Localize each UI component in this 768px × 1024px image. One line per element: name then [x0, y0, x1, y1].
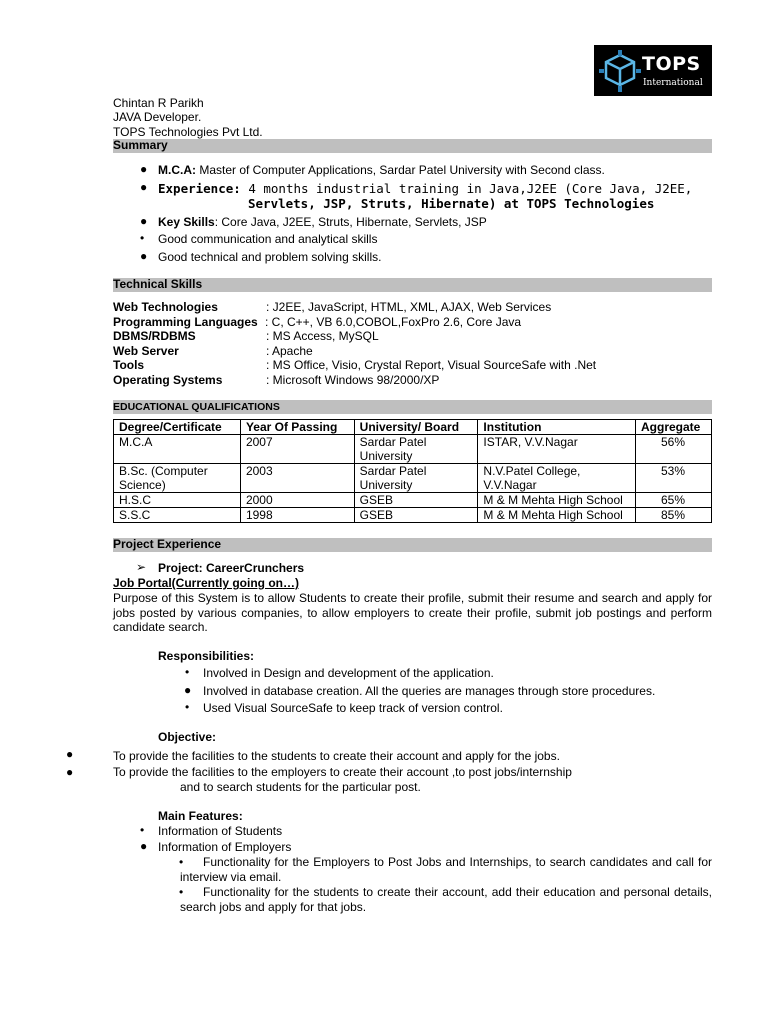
bullet-icon: ●	[140, 162, 148, 176]
tech-label-os: Operating Systems	[113, 373, 223, 387]
cell-year: 2007	[240, 435, 354, 464]
feature-sub-item	[180, 885, 712, 914]
tech-value-prog: : C, C++, VB 6.0,COBOL,FoxPro 2.6, Core Java	[265, 315, 522, 329]
summary-skills	[158, 215, 487, 229]
bullet-icon: ●	[140, 180, 148, 194]
col-header-year: Year Of Passing	[240, 420, 354, 435]
logo-subtext: International	[643, 78, 703, 88]
arrow-bullet-icon: ➢	[136, 560, 147, 574]
summary-experience	[158, 181, 692, 196]
cell-board: GSEB	[354, 493, 478, 508]
skills-text: : Core Java, J2EE, Struts, Hibernate, Servlets, JSP	[214, 215, 487, 229]
bullet-icon: ●	[184, 683, 192, 697]
tech-label-dbms: DBMS/RDBMS	[113, 329, 196, 343]
cell-degree: B.Sc. (Computer Science)	[114, 464, 241, 493]
feature-item: Information of Employers	[158, 840, 292, 854]
tech-heading: Technical Skills	[113, 277, 203, 291]
cell-aggregate: 85%	[636, 508, 712, 523]
project-heading: Project Experience	[113, 537, 222, 551]
responsibilities-heading: Responsibilities:	[158, 649, 255, 663]
tech-value-web: : J2EE, JavaScript, HTML, XML, AJAX, Web Services	[266, 300, 552, 314]
bullet-icon: •	[179, 855, 184, 869]
tech-label-server: Web Server	[113, 344, 179, 358]
bullet-icon: •	[185, 700, 190, 714]
mca-label: M.C.A:	[158, 163, 196, 177]
cell-degree: M.C.A	[114, 435, 241, 464]
table-row	[114, 508, 712, 523]
bullet-icon: ●	[140, 249, 148, 263]
cell-institution: N.V.Patel College, V.V.Nagar	[478, 464, 636, 493]
mca-text: Master of Computer Applications, Sardar Patel University with Second class.	[196, 163, 605, 177]
tech-value-server: : Apache	[266, 344, 313, 358]
tech-label-prog: Programming Languages	[113, 315, 258, 329]
col-header-degree: Degree/Certificate	[114, 420, 241, 435]
col-header-institution: Institution	[478, 420, 636, 435]
exp-label: Experience:	[158, 181, 241, 196]
summary-item-5: Good technical and problem solving skills.	[158, 250, 382, 264]
cell-degree: S.S.C	[114, 508, 241, 523]
bullet-icon: •	[179, 885, 184, 899]
tech-section-bar	[113, 278, 712, 292]
cell-year: 1998	[240, 508, 354, 523]
cell-board: GSEB	[354, 508, 478, 523]
cell-institution: M & M Mehta High School	[478, 508, 636, 523]
summary-section-bar	[113, 139, 712, 153]
objective-item-cont: and to search students for the particular post.	[180, 780, 421, 794]
bullet-icon: ●	[140, 839, 148, 853]
cell-institution: M & M Mehta High School	[478, 493, 636, 508]
feature-sub-text: Functionality for the students to create their account, add their education and personal details, search jobs and apply for that jobs.	[180, 885, 712, 914]
feature-item: Information of Students	[158, 824, 283, 838]
tech-label-tools: Tools	[113, 358, 145, 372]
summary-mca	[158, 163, 605, 177]
education-table	[113, 419, 712, 523]
candidate-name: Chintan R Parikh	[113, 96, 204, 110]
bullet-icon: •	[140, 823, 145, 837]
objective-item: To provide the facilities to the employers to create their account ,to post jobs/internship	[113, 765, 572, 779]
resp-item: Involved in Design and development of the application.	[203, 666, 494, 680]
resp-item: Used Visual SourceSafe to keep track of version control.	[203, 701, 503, 715]
bullet-icon: ●	[66, 765, 74, 779]
objective-heading: Objective:	[158, 730, 217, 744]
tech-value-tools: : MS Office, Visio, Crystal Report, Visual SourceSafe with .Net	[266, 358, 597, 372]
project-portal: Job Portal(Currently going on…)	[113, 576, 299, 590]
col-header-board: University/ Board	[354, 420, 478, 435]
features-heading: Main Features:	[158, 809, 243, 823]
cell-board: Sardar Patel University	[354, 464, 478, 493]
exp-text-2: Servlets, JSP, Struts, Hibernate) at TOPS Technologies	[248, 196, 655, 211]
project-purpose: Purpose of this System is to allow Students to create their profile, submit their resume and search and apply for jobs posted by various companies, to allow employers to create their profile, submit job postings and perform candidate search.	[113, 591, 712, 634]
company-logo	[594, 45, 712, 96]
cell-year: 2000	[240, 493, 354, 508]
summary-item-4: Good communication and analytical skills	[158, 232, 378, 246]
bullet-icon: •	[140, 231, 145, 245]
skills-label: Key Skills	[158, 215, 215, 229]
cell-degree: H.S.C	[114, 493, 241, 508]
project-name: Project: CareerCrunchers	[158, 561, 305, 575]
tech-value-os: : Microsoft Windows 98/2000/XP	[266, 373, 440, 387]
cell-aggregate: 56%	[636, 435, 712, 464]
table-row	[114, 493, 712, 508]
project-section-bar	[113, 538, 712, 552]
summary-heading: Summary	[113, 138, 168, 152]
cell-year: 2003	[240, 464, 354, 493]
resp-item: Involved in database creation. All the queries are manages through store procedures.	[203, 684, 656, 698]
objective-item: To provide the facilities to the students to create their account and apply for the jobs.	[113, 749, 560, 763]
cell-aggregate: 65%	[636, 493, 712, 508]
cell-aggregate: 53%	[636, 464, 712, 493]
bullet-icon: ●	[66, 747, 74, 761]
cell-board: Sardar Patel University	[354, 435, 478, 464]
cube-logo-icon	[598, 49, 642, 93]
bullet-icon: •	[185, 665, 190, 679]
bullet-icon: ●	[140, 214, 148, 228]
table-header-row	[114, 420, 712, 435]
tech-label-web: Web Technologies	[113, 300, 218, 314]
candidate-role: JAVA Developer.	[113, 110, 202, 124]
edu-section-bar	[113, 400, 712, 414]
feature-sub-item	[180, 855, 712, 884]
candidate-company: TOPS Technologies Pvt Ltd.	[113, 125, 263, 139]
logo-text: TOPS	[642, 53, 701, 75]
cell-institution: ISTAR, V.V.Nagar	[478, 435, 636, 464]
table-row	[114, 464, 712, 493]
feature-sub-text: Functionality for the Employers to Post Jobs and Internships, to search candidates and call for interview via email.	[180, 855, 712, 884]
exp-text-1: 4 months industrial training in Java,J2EE (Core Java, J2EE,	[240, 181, 693, 196]
edu-heading: EDUCATIONAL QUALIFICATIONS	[113, 401, 280, 413]
col-header-aggregate: Aggregate	[636, 420, 712, 435]
tech-value-dbms: : MS Access, MySQL	[266, 329, 379, 343]
table-row	[114, 435, 712, 464]
